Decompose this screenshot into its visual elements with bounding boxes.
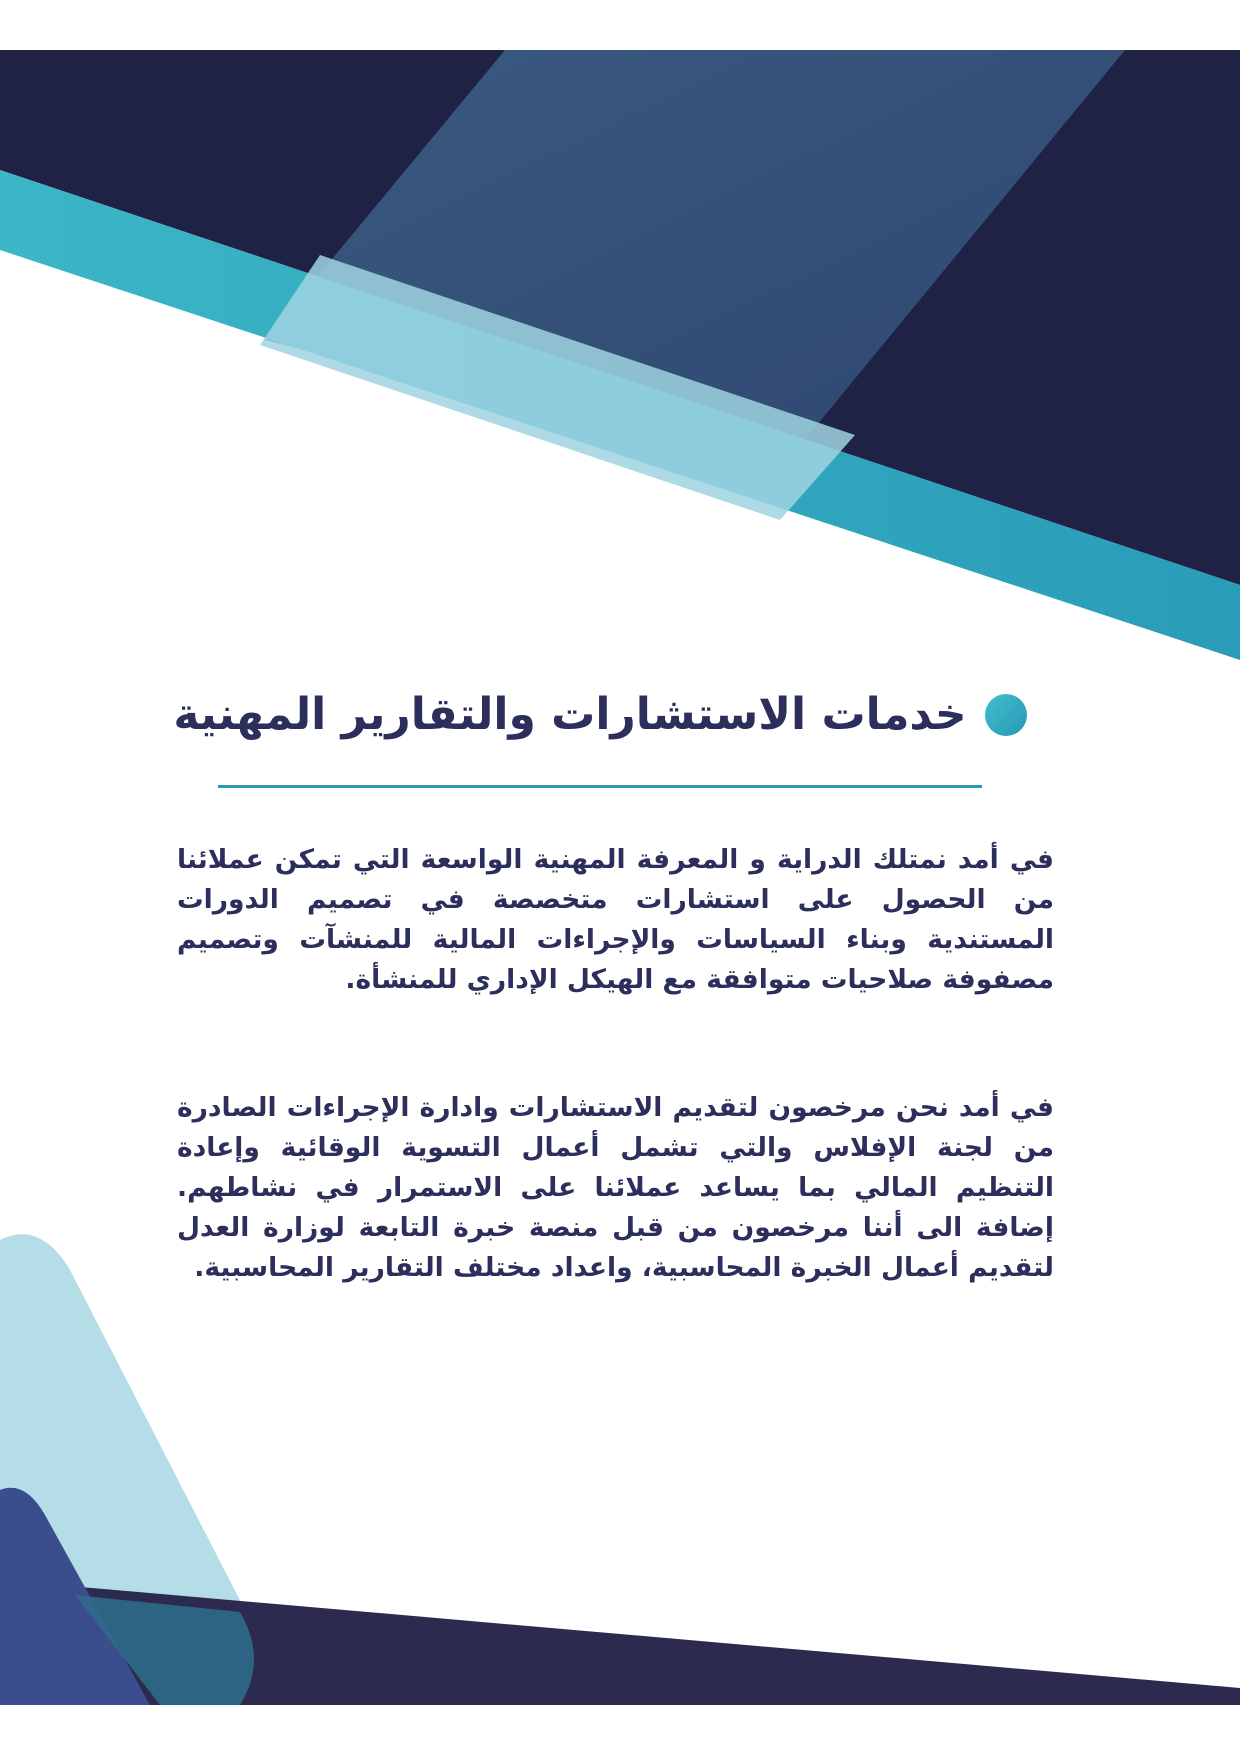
bottom-margin — [0, 1705, 1240, 1755]
bullet-dot-icon — [985, 694, 1027, 736]
title-divider — [218, 785, 982, 788]
section-title: خدمات الاستشارات والتقارير المهنية — [173, 689, 967, 740]
paragraph-consulting: في أمد نمتلك الدراية و المعرفة المهنية الواسعة التي تمكن عملائنا من الحصول على استشارات متخصصة في تصميم الدورات المستندية وبناء السياسات والإجراءات المالية للمنشآت وتصميم مصفوفة صلاحيات متوافقة مع الهيكل الإداري للمنشأة. — [177, 844, 1054, 995]
section-heading — [173, 680, 1000, 750]
paragraph-licensing: في أمد نحن مرخصون لتقديم الاستشارات وادارة الإجراءات الصادرة من لجنة الإفلاس والتي تشمل أعمال التسوية الوقائية وإعادة التنظيم المالي بما يساعد عملائنا على الاستمرار في نشاطهم. إضافة الى أننا مرخصون من قبل منصة خبرة التابعة لوزارة العدل لتقديم أعمال الخبرة المحاسبية، واعداد مختلف التقارير المحاسبية. — [177, 1092, 1054, 1283]
top-margin — [0, 0, 1240, 50]
